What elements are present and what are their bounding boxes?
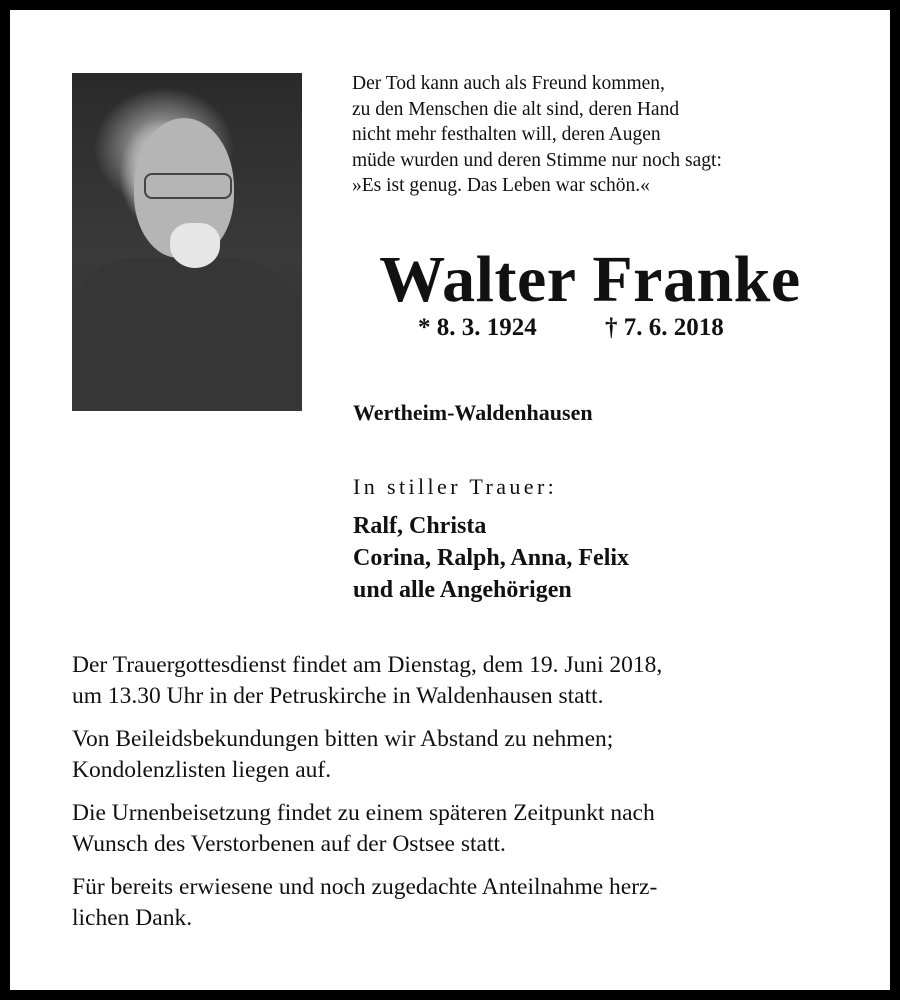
family-line: und alle Angehörigen <box>353 577 572 603</box>
paragraph-condolences: Von Beileidsbekundungen bitten wir Abstand zu nehmen; Kondolenzlisten liegen auf. <box>72 726 614 783</box>
paragraph-thanks: Für bereits erwiesene und noch zugedachte Anteilnahme herz- lichen Dank. <box>72 874 658 931</box>
announcement-text <box>72 650 842 946</box>
quote-line: »Es ist genug. Das Leben war schön.« <box>352 175 650 197</box>
photo-body <box>72 258 302 411</box>
paragraph-burial: Die Urnenbeisetzung findet zu einem späteren Zeitpunkt nach Wunsch des Verstorbenen auf der Ostsee statt. <box>72 800 655 857</box>
quote-line: zu den Menschen die alt sind, deren Hand <box>352 98 680 120</box>
place: Wertheim-Waldenhausen <box>353 400 593 425</box>
death-date: † 7. 6. 2018 <box>605 314 724 341</box>
deceased-name: Walter Franke <box>379 243 801 316</box>
life-dates <box>418 314 724 342</box>
family-line: Ralf, Christa <box>353 513 487 539</box>
family-list <box>353 510 629 606</box>
mourning-label: In stiller Trauer: <box>353 474 558 499</box>
portrait-photo <box>72 73 302 411</box>
quote-line: Der Tod kann auch als Freund kommen, <box>352 73 665 94</box>
paragraph-service: Der Trauergottesdienst findet am Dienstag, dem 19. Juni 2018, um 13.30 Uhr in der Petruskirche in Waldenhausen statt. <box>72 652 663 709</box>
family-line: Corina, Ralph, Anna, Felix <box>353 545 630 571</box>
quote-line: müde wurden und deren Stimme nur noch sagt: <box>352 149 722 171</box>
photo-beard <box>170 223 220 268</box>
photo-glasses <box>144 173 232 199</box>
obituary-notice <box>10 10 890 990</box>
quote <box>352 71 722 199</box>
quote-line: nicht mehr festhalten will, deren Augen <box>352 124 661 146</box>
birth-date: * 8. 3. 1924 <box>418 314 537 341</box>
